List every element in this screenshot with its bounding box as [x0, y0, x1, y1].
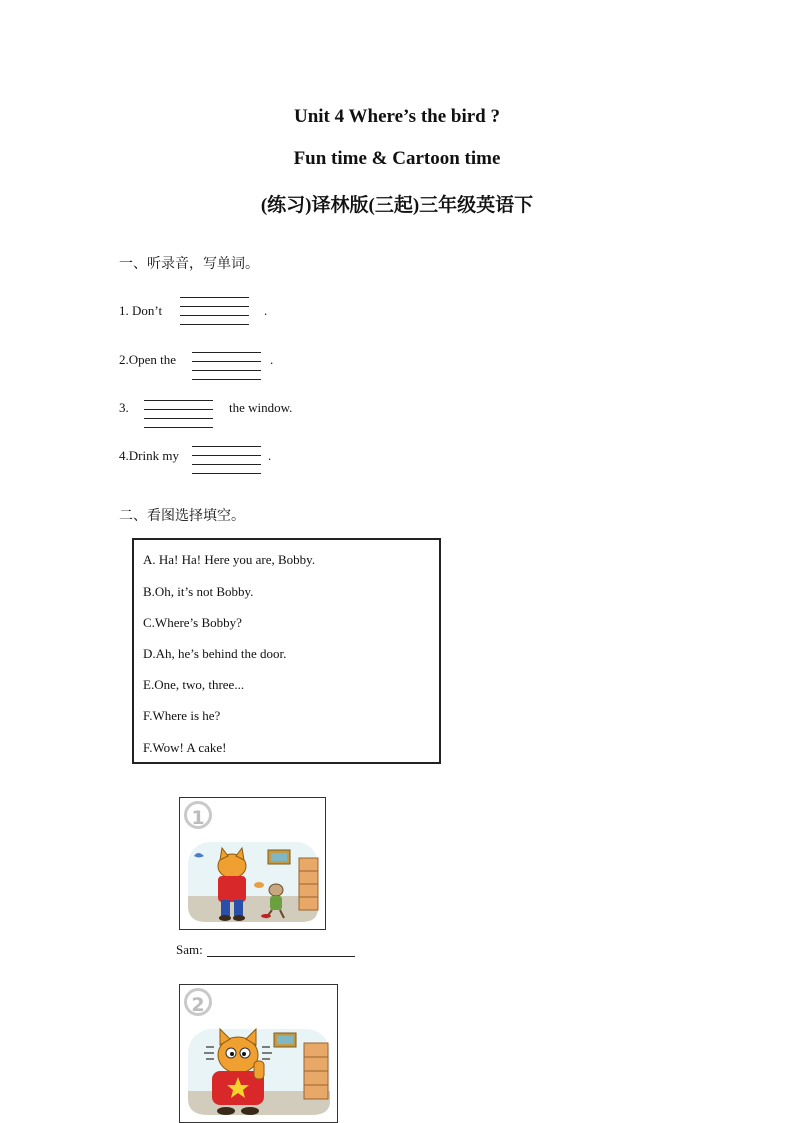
question-1-suffix: . — [264, 303, 268, 318]
title-line-2: Fun time & Cartoon time — [293, 148, 501, 169]
question-3-blank[interactable] — [144, 400, 213, 436]
picture-number-1: 1 — [184, 801, 212, 829]
picture-number-2: 2 — [184, 988, 212, 1016]
question-2-blank[interactable] — [192, 352, 261, 388]
option-f: F.Where is he? — [143, 708, 221, 723]
option-f-2: F.Wow! A cake! — [143, 740, 227, 755]
option-d: D.Ah, he’s behind the door. — [143, 646, 287, 661]
question-2-prefix: 2.Open the — [119, 352, 177, 367]
option-c: C.Where’s Bobby? — [143, 615, 242, 630]
speaker-sam-label: Sam: — [176, 942, 203, 957]
question-2-suffix: . — [270, 352, 274, 367]
cartoon-scene-1-illustration — [186, 838, 320, 924]
question-4-suffix: . — [268, 448, 272, 463]
options-box — [132, 538, 441, 764]
answer-blank-1[interactable] — [207, 956, 355, 957]
question-3-suffix: the window. — [229, 400, 293, 415]
question-1-prefix: 1. Don’t — [119, 303, 163, 318]
question-4-blank[interactable] — [192, 446, 261, 482]
title-line-1: Unit 4 Where’s the bird ? — [293, 106, 500, 127]
question-1-blank[interactable] — [180, 297, 249, 333]
section-1-heading: 一、听录音，写单词。 — [119, 256, 259, 272]
question-4-prefix: 4.Drink my — [119, 448, 179, 463]
option-a: A. Ha! Ha! Here you are, Bobby. — [143, 552, 316, 567]
cartoon-scene-2-illustration — [186, 1025, 332, 1117]
question-3-prefix: 3. — [119, 400, 129, 415]
title-line-3: (练习)译林版(三起)三年级英语下 — [260, 195, 534, 216]
section-2-heading: 二、看图选择填空。 — [119, 508, 245, 524]
cartoon-picture-1 — [179, 797, 326, 930]
option-e: E.One, two, three... — [143, 677, 245, 692]
cartoon-picture-2 — [179, 984, 338, 1123]
option-b: B.Oh, it’s not Bobby. — [143, 584, 254, 599]
